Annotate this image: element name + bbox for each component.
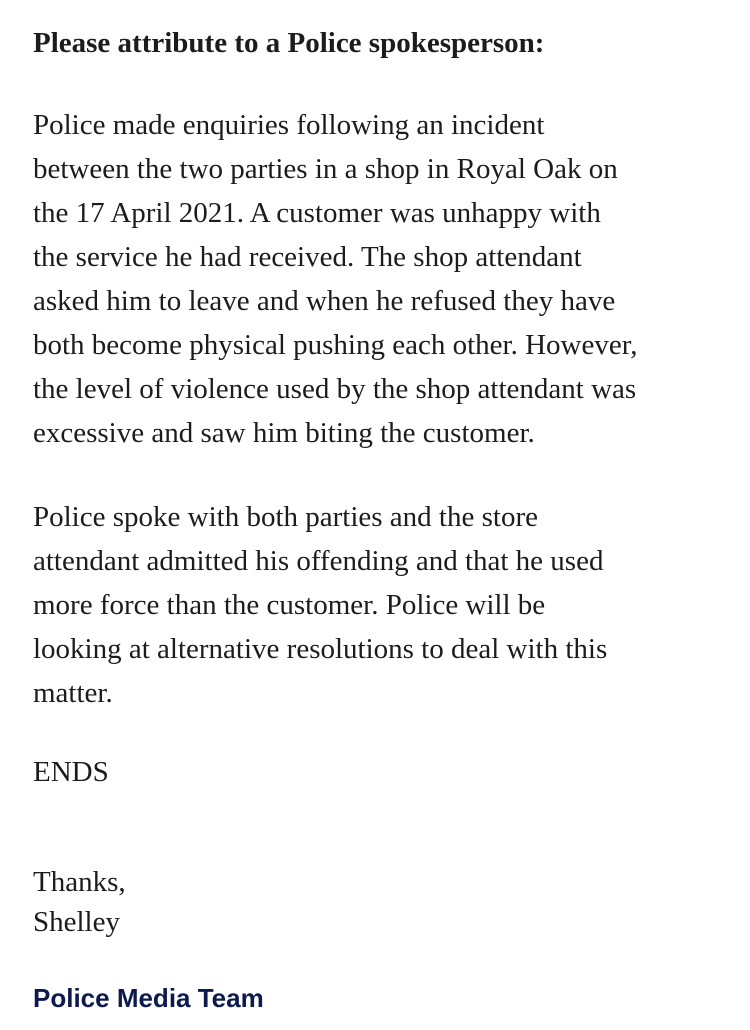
signature-team: Police Media Team (33, 983, 264, 1013)
statement-paragraph-1: Police made enquiries following an incident between the two parties in a shop in Royal Oak on the 17 April 2021. A customer was unhappy with the service he had received. The shop attendant asked him to leave and when he refused they have both become physical pushing each other. However, the level of violence used by the shop attendant was excessive and saw him biting the customer. (33, 109, 638, 449)
ends-marker: ENDS (33, 756, 109, 788)
signoff-closing: Thanks, (33, 866, 126, 898)
statement-paragraph-2: Police spoke with both parties and the store attendant admitted his offending and that he used more force than the customer. Police will be looking at alternative resolutions to deal with this matter. (33, 501, 608, 709)
signoff (33, 862, 126, 942)
attribution-heading: Please attribute to a Police spokesperson: (33, 27, 545, 59)
signoff-name: Shelley (33, 906, 120, 938)
